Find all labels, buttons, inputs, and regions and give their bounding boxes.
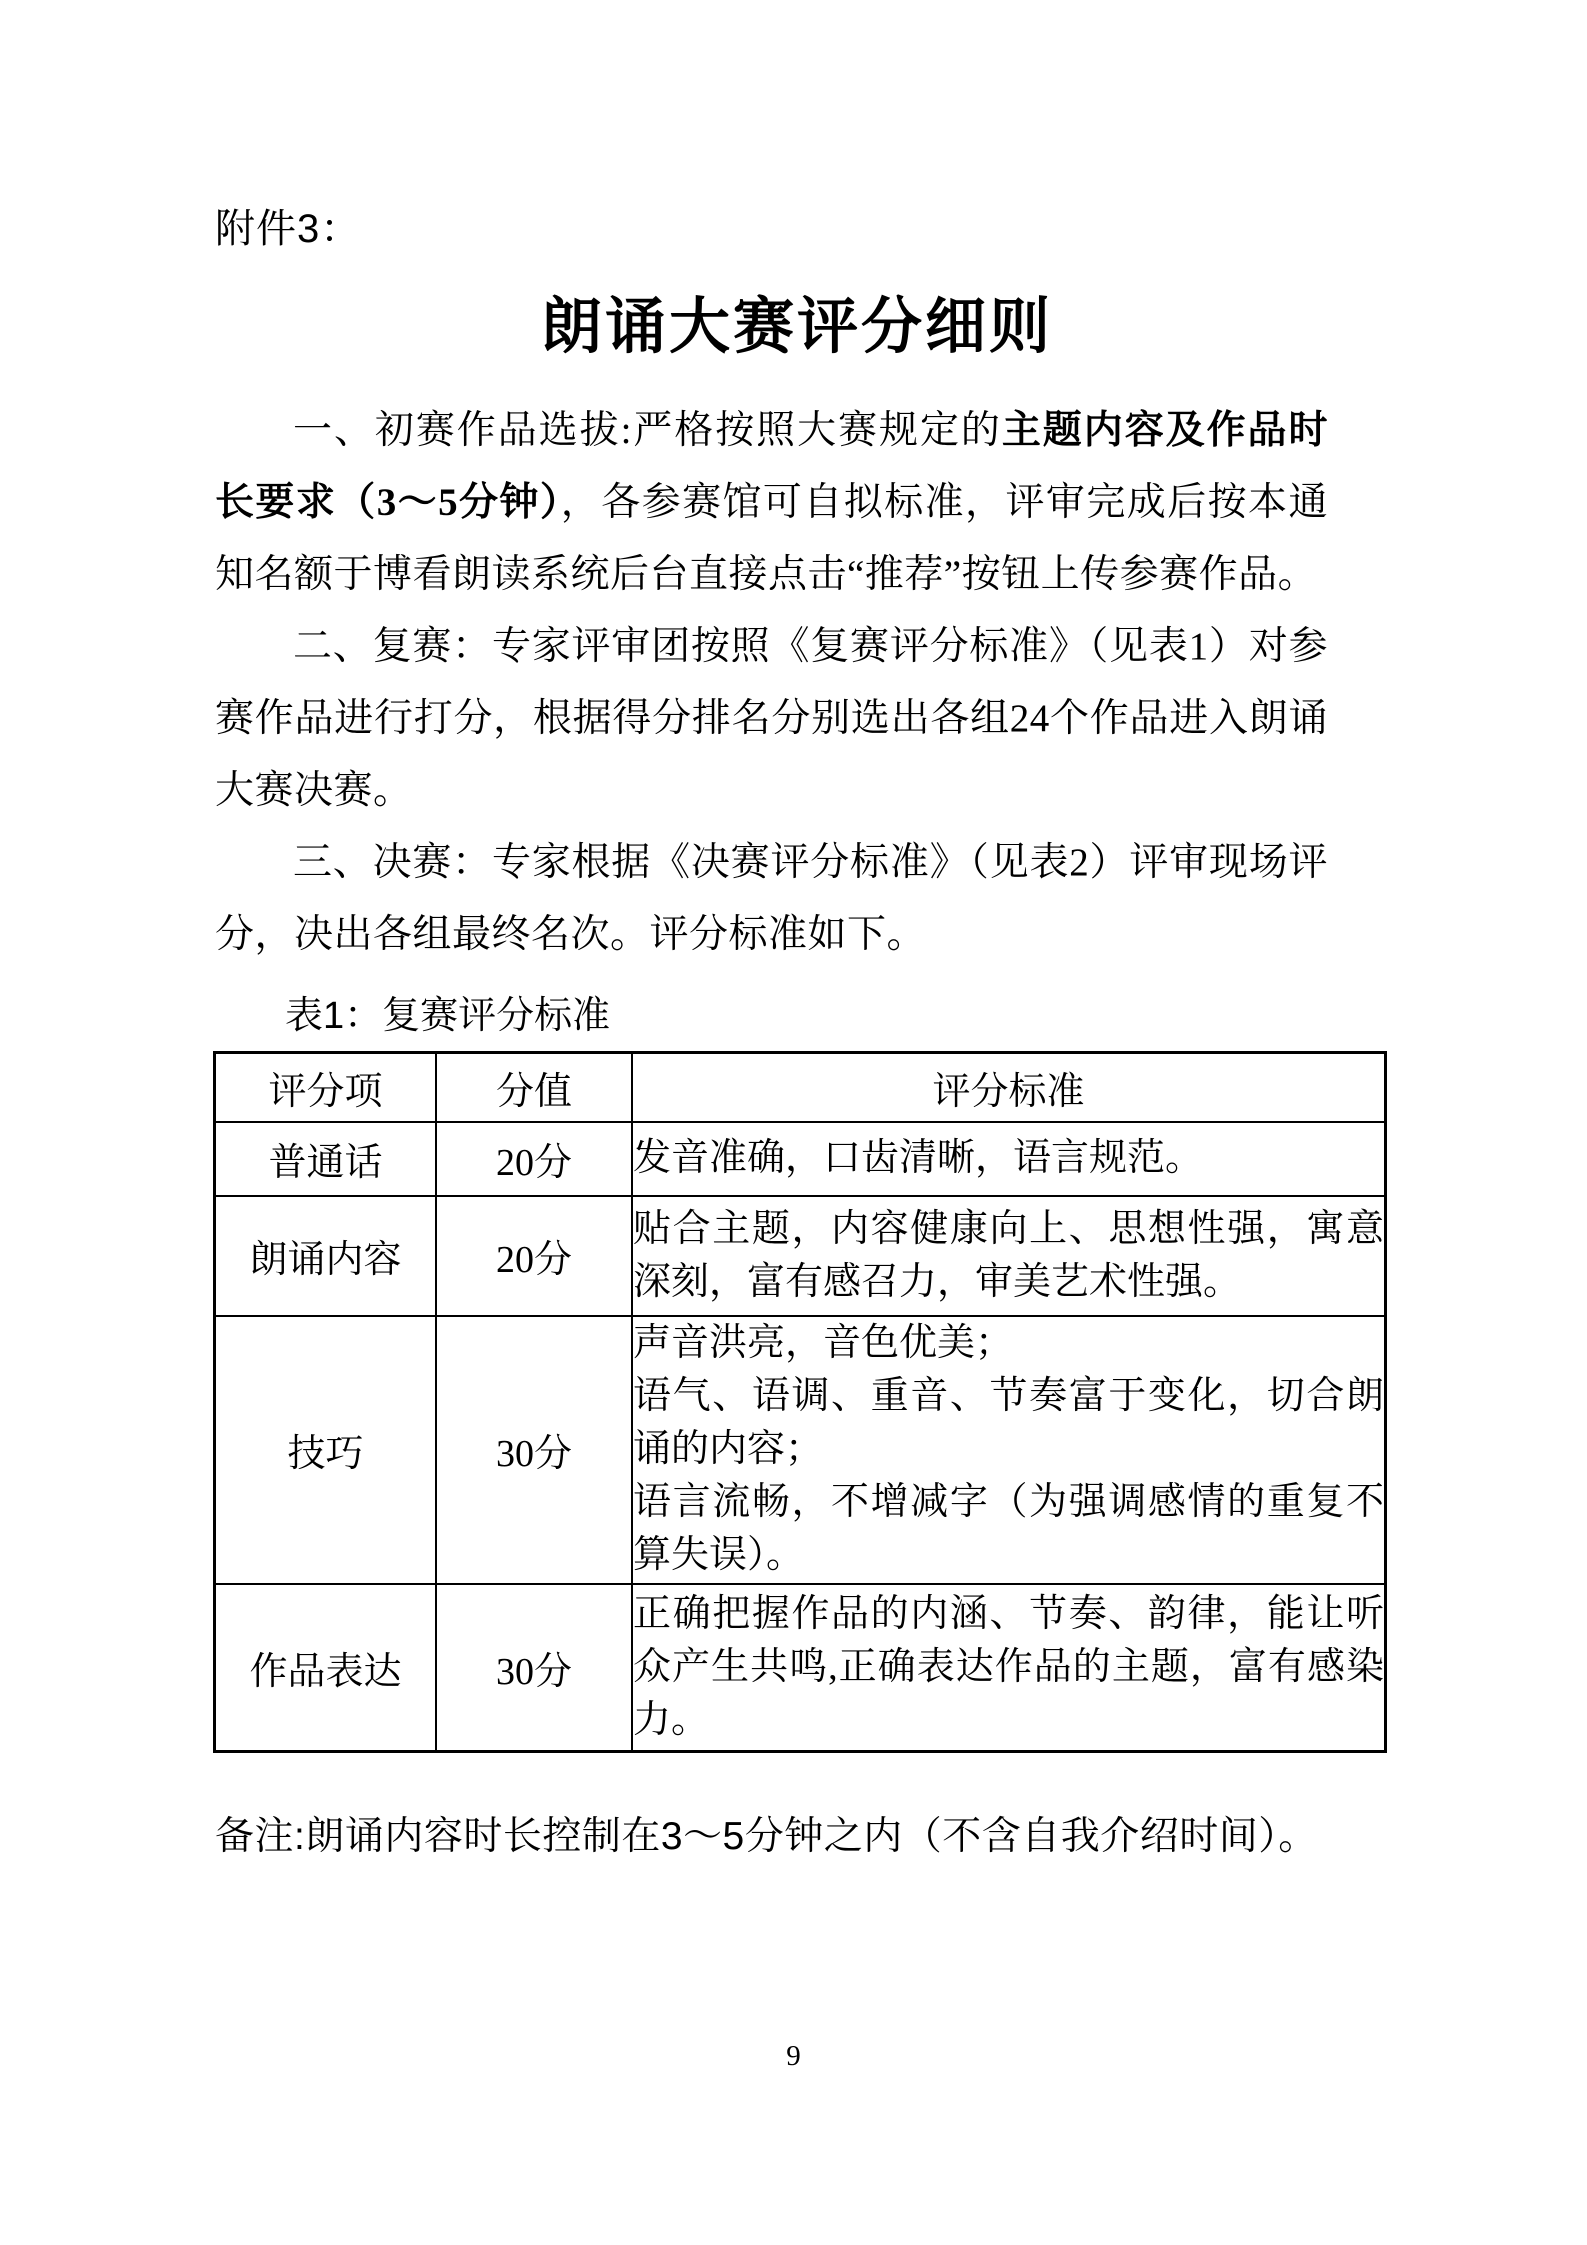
remark-note: [215, 1809, 1379, 1865]
cell-item: 作品表达: [215, 1584, 437, 1752]
header-cell-criteria: 评分标准: [632, 1053, 1386, 1122]
cell-item: 技巧: [215, 1316, 437, 1584]
remark-label: 备注:: [215, 1815, 306, 1858]
header-cell-score: 分值: [436, 1053, 632, 1122]
criteria-line: 语言流畅，不增减字（为强调感情的重复不算失误）。: [633, 1481, 1384, 1576]
cell-criteria: [632, 1196, 1386, 1316]
criteria-line: 发音准确，口齿清晰，语言规范。: [633, 1137, 1204, 1179]
page-title: 朗诵大赛评分细则: [540, 294, 1053, 361]
criteria-line: 语气、语调、重音、节奏富于变化，切合朗诵的内容；: [633, 1375, 1384, 1470]
paragraph-semifinal-round: [215, 611, 1328, 827]
header-cell-item: 评分项: [215, 1053, 437, 1122]
cell-criteria: [632, 1122, 1386, 1196]
criteria-line: 正确把握作品的内涵、节奏、韵律，能让听众产生共鸣,正确表达作品的主题，富有感染力。: [633, 1592, 1384, 1741]
body-paragraphs: [215, 395, 1328, 971]
table-row: [215, 1122, 1386, 1196]
page-number: 9: [786, 2040, 801, 2072]
cell-criteria: [632, 1316, 1386, 1584]
paragraph-final-round: [215, 827, 1328, 971]
cell-score: 20分: [436, 1196, 632, 1316]
cell-score: 30分: [436, 1584, 632, 1752]
table-caption-title: 复赛评分标准: [382, 995, 611, 1037]
table-header-row: [215, 1053, 1386, 1122]
table-row: [215, 1196, 1386, 1316]
criteria-line: 声音洪亮，音色优美；: [633, 1322, 1014, 1364]
table-caption: [285, 985, 1379, 1047]
paragraph-text: 三、决赛：专家根据《决赛评分标准》（见表2）评审现场评分，决出各组最终名次。评分标准如下。: [215, 841, 1328, 956]
cell-item: 普通话: [215, 1122, 437, 1196]
cell-score: 20分: [436, 1122, 632, 1196]
document-content: [215, 205, 1384, 1865]
cell-item: 朗诵内容: [215, 1196, 437, 1316]
paragraph-preliminary-round: [215, 395, 1328, 611]
paragraph-bold-text: 主题内容及作品时长要求（3～5分钟）: [215, 409, 1328, 524]
paragraph-text: ，各参赛馆可自拟标准，评审完成后按本通知名额于博看朗读系统后台直接点击“推荐”按钮上传参赛作品。: [215, 481, 1328, 596]
cell-criteria: [632, 1584, 1386, 1752]
paragraph-text: 二、复赛：专家评审团按照《复赛评分标准》（见表1）对参赛作品进行打分，根据得分排名分别选出各组24个作品进入朗诵大赛决赛。: [215, 625, 1328, 812]
table-caption-label: 表1：: [285, 995, 383, 1037]
table-row: [215, 1584, 1386, 1752]
cell-score: 30分: [436, 1316, 632, 1584]
criteria-line: 贴合主题，内容健康向上、思想性强，寓意深刻，富有感召力，审美艺术性强。: [633, 1207, 1384, 1303]
attachment-label: 附件3：: [215, 207, 362, 251]
remark-text: 朗诵内容时长控制在3～5分钟之内（不含自我介绍时间）。: [305, 1815, 1318, 1858]
table-row: [215, 1316, 1386, 1584]
score-criteria-table: [213, 1051, 1387, 1753]
paragraph-text: 一、初赛作品选拔:严格按照大赛规定的: [293, 409, 1002, 452]
